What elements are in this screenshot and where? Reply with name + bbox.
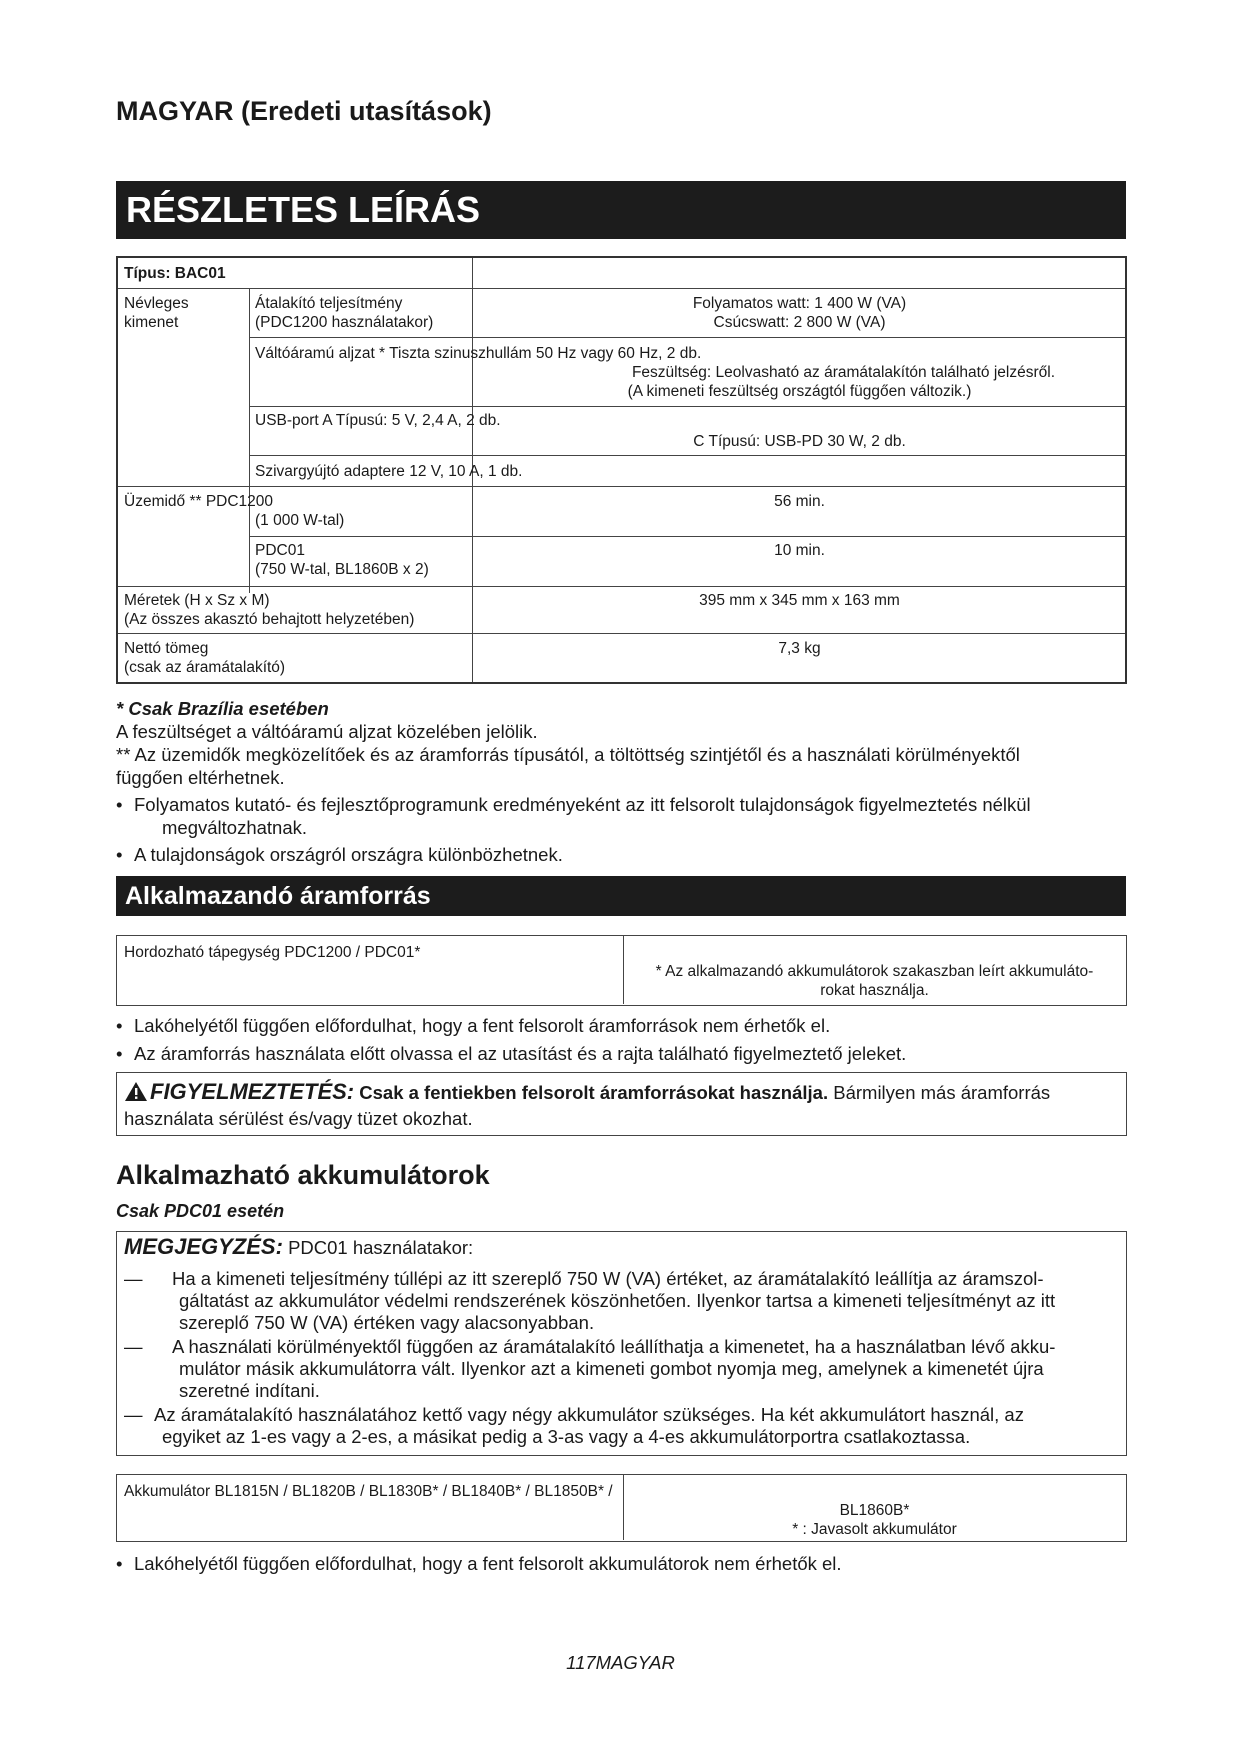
- note-item-1: — Ha a kimeneti teljesítmény túllépi az itt szereplő 750 W (VA) értéket, az áramátalakító leállítja az áramszol- gáltatást az akkumulátor védelmi rendszerének köszönhetően. Ilyenkor tartsa a kimeneti teljesítményt az itt szereplő 750 W (VA) értéken vagy alacsonyabban.: [124, 1268, 1056, 1333]
- warning-label: FIGYELMEZTETÉS:: [150, 1079, 355, 1104]
- table-divider: [623, 936, 624, 1004]
- converter-power-value: Folyamatos watt: 1 400 W (VA) Csúcswatt: 2 800 W (VA): [692, 295, 907, 331]
- spec-table: [116, 256, 1127, 684]
- note-item-3: — Az áramátalakító használatához kettő vagy négy akkumulátor szükséges. Ha két akkumulátort használ, az egyiket az 1-es vagy a 2-es, a másikat pedig a 3-as vagy a 4-es akkumulátorportra csatlakoztassa.: [124, 1404, 1024, 1447]
- power-availability-bullet: • Lakóhelyétől függően előfordulhat, hogy a fent felsorolt áramforrások nem érhetők el.: [116, 1015, 831, 1036]
- note-intro: PDC01 használatakor:: [288, 1237, 474, 1258]
- warning-text-line2: használata sérülést és/vagy tüzet okozhat.: [124, 1108, 473, 1129]
- spec-change-bullet: • Folyamatos kutató- és fejlesztőprogramunk eredményeként az itt felsorolt tulajdonságok figyelmeztetés nélkül megváltozhatnak.: [116, 794, 1031, 838]
- language-header: MAGYAR (Eredeti utasítások): [116, 96, 492, 126]
- table-row-divider: [118, 288, 1125, 289]
- table-row-divider: [118, 486, 1125, 487]
- warning-box: [116, 1072, 1127, 1136]
- batteries-title: Alkalmazható akkumulátorok: [116, 1160, 490, 1190]
- recommended-battery: BL1860B* * : Javasolt akkumulátor: [792, 1502, 957, 1538]
- power-source-title: Alkalmazandó áramforrás: [116, 876, 1126, 916]
- brazil-note-text: A feszültséget a váltóáramú aljzat közelében jelölik.: [116, 721, 538, 742]
- runtime-label: Üzemidő ** PDC1200: [124, 493, 274, 510]
- ac-socket-line3: (A kimeneti feszültség országtól függően változik.): [627, 383, 972, 400]
- table-row-divider: [118, 586, 1125, 587]
- power-source-table: [116, 935, 1127, 1006]
- ac-socket-line2: Feszültség: Leolvasható az áramátalakítón található jelzésről.: [631, 364, 1055, 381]
- table-row-divider: [118, 633, 1125, 634]
- table-row-divider: [249, 536, 1125, 537]
- ac-socket-line1: Váltóáramú aljzat * Tiszta szinuszhullám 50 Hz vagy 60 Hz, 2 db.: [255, 345, 702, 362]
- runtime-note: ** Az üzemidők megközelítőek és az áramforrás típusától, a töltöttség szintjétől és a használati körülményektől függően eltérhetnek.: [116, 744, 1020, 788]
- cigarette-adapter: Szivargyújtó adaptere 12 V, 10 A, 1 db.: [255, 463, 523, 480]
- note-item-2: — A használati körülményektől függően az áramátalakító leállíthatja a kimenetet, ha a használatban lévő akku- mulátor másik akkumulátorra vált. Ilyenkor azt a kimeneti gombot nyomja meg, amelynek a kimenetét újra szeretné indítani.: [124, 1336, 1056, 1401]
- note-label: MEGJEGYZÉS:: [124, 1234, 283, 1259]
- runtime-pdc01-label: PDC01 (750 W-tal, BL1860B x 2): [255, 542, 429, 578]
- usb-port-line2: C Típusú: USB-PD 30 W, 2 db.: [693, 433, 906, 450]
- power-read-instructions-bullet: • Az áramforrás használata előtt olvassa el az utasítást és a rajta található figyelmeztető jeleket.: [116, 1043, 907, 1064]
- dash: —: [124, 1268, 143, 1289]
- page-number: 117MAGYAR: [566, 1652, 675, 1673]
- battery-list: Akkumulátor BL1815N / BL1820B / BL1830B* / BL1840B* / BL1850B* /: [124, 1483, 613, 1500]
- net-weight-label: Nettó tömeg (csak az áramátalakító): [124, 640, 286, 676]
- battery-availability-bullet: • Lakóhelyétől függően előfordulhat, hogy a fent felsorolt akkumulátorok nem érhetők el.: [116, 1553, 842, 1574]
- runtime-pdc01-value: 10 min.: [774, 542, 825, 559]
- runtime-pdc1200-value: 56 min.: [774, 493, 825, 510]
- table-row-divider: [249, 455, 1125, 456]
- warning-triangle-icon: [124, 1081, 148, 1102]
- table-row-divider: [249, 406, 1125, 407]
- batteries-subtitle: Csak PDC01 esetén: [116, 1201, 285, 1221]
- table-divider: [249, 288, 250, 593]
- warning-text: Bármilyen más áramforrás: [833, 1082, 1051, 1103]
- runtime-pdc1200-sub: (1 000 W-tal): [255, 512, 345, 529]
- brazil-note-title: * Csak Brazília esetében: [116, 698, 329, 719]
- dash: —: [124, 1336, 143, 1357]
- power-source-left: Hordozható tápegység PDC1200 / PDC01*: [124, 944, 421, 961]
- nominal-output-label: Névleges kimenet: [124, 295, 189, 331]
- type-label: Típus: BAC01: [124, 265, 226, 282]
- power-source-right: * Az alkalmazandó akkumulátorok szakaszban leírt akkumuláto- rokat használja.: [655, 963, 1094, 999]
- table-divider: [623, 1475, 624, 1540]
- table-row-divider: [249, 337, 1125, 338]
- net-weight-value: 7,3 kg: [778, 640, 821, 657]
- dimensions-value: 395 mm x 345 mm x 163 mm: [699, 592, 900, 609]
- dash: —: [124, 1404, 143, 1425]
- note-box: [116, 1231, 1127, 1456]
- converter-power-label: Átalakító teljesítmény (PDC1200 használatakor): [255, 295, 434, 331]
- country-diff-bullet: • A tulajdonságok országról országra különbözhetnek.: [116, 844, 563, 865]
- warning-bold-text: Csak a fentiekben felsorolt áramforrásokat használja.: [359, 1082, 829, 1103]
- dimensions-label: Méretek (H x Sz x M) (Az összes akasztó behajtott helyzetében): [124, 592, 415, 628]
- battery-table: [116, 1474, 1127, 1542]
- usb-port-line1: USB-port A Típusú: 5 V, 2,4 A, 2 db.: [255, 412, 501, 429]
- section-title-banner: RÉSZLETES LEÍRÁS: [116, 181, 1126, 239]
